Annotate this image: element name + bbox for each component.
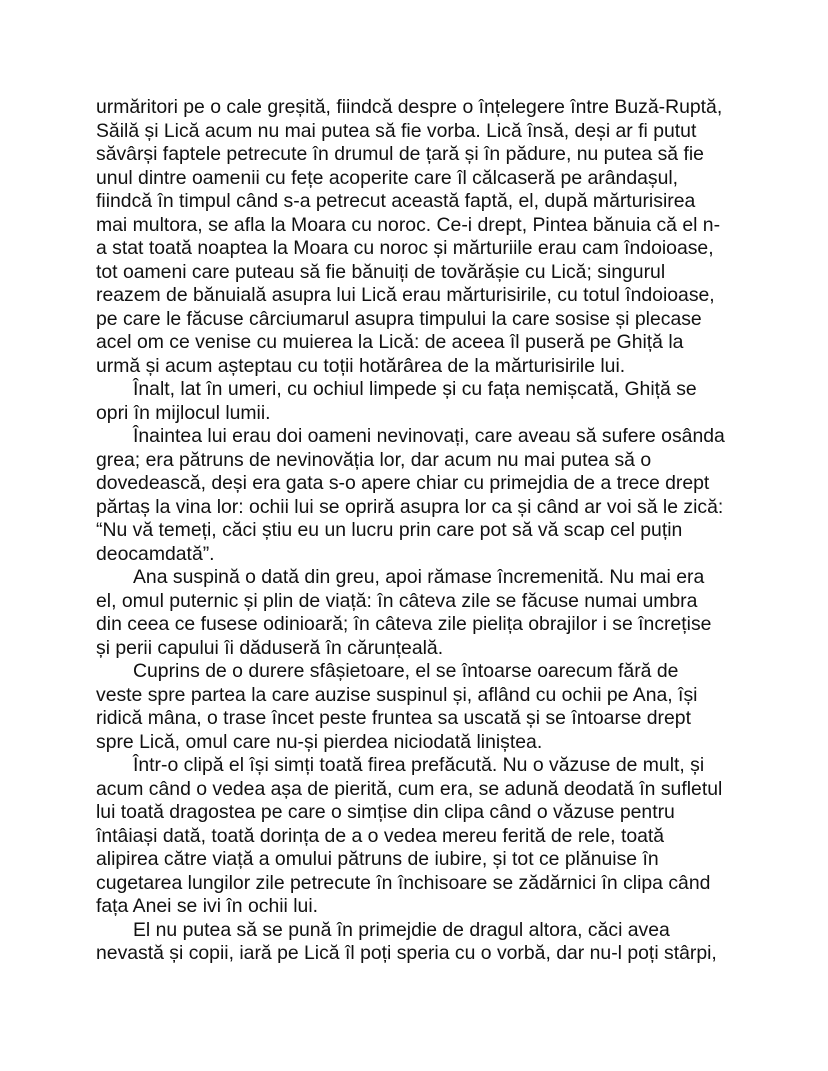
text-line: reazem de bănuială asupra lui Lică erau mărturisirile, cu totul îndoioase,	[96, 284, 715, 306]
text-line: el, omul puternic și plin de viață: în câteva zile se făcuse numai umbra	[96, 589, 698, 612]
text-line: unul dintre oamenii cu fețe acoperite care îl călcaseră pe arândașul,	[96, 166, 679, 189]
paragraph-first-line: Înalt, lat în umeri, cu ochiul limpede și cu fața nemișcată, Ghiță se	[133, 378, 697, 400]
paragraph-first-line: Înaintea lui erau doi oameni nevinovați, care aveau să sufere osânda	[133, 425, 725, 447]
text-line: mai multora, se afla la Moara cu noroc. Ce-i drept, Pintea bănuia că el n-	[96, 213, 721, 236]
text-line: săvârși faptele petrecute în drumul de țară și în pădure, nu putea să fie	[96, 143, 704, 165]
text-line: nevastă și copii, iară pe Lică îl poți speria cu o vorbă, dar nu-l poți stârpi,	[96, 942, 717, 964]
text-line: a stat toată noaptea la Moara cu noroc și mărturiile erau cam îndoioase,	[96, 237, 714, 259]
text-line: acel om ce venise cu muierea la Lică: de aceea îl puseră pe Ghiță la	[96, 331, 684, 353]
text-line: spre Lică, omul care nu-și pierdea niciodată liniștea.	[96, 730, 543, 753]
text-line: grea; era pătruns de nevinovăția lor, dar acum nu mai putea să o	[96, 448, 652, 471]
text-line: fața Anei se ivi în ochii lui.	[96, 895, 319, 917]
text-line: întâiași dată, toată dorința de a o vedea mereu ferită de rele, toată	[96, 824, 665, 847]
text-line: urmăritori pe o cale greșită, fiindcă despre o înțelegere între Buză-Ruptă,	[96, 96, 723, 118]
text-line: din ceea ce fusese odinioară; în câteva zile pielița obrajilor i se încrețise	[96, 613, 712, 635]
text-line: dovedească, deși era gata s-o apere chiar cu primejdia de a trece drept	[96, 472, 710, 494]
text-line: deocamdată”.	[96, 542, 215, 565]
text-line: și perii capului îi dăduseră în cărunțeală.	[96, 636, 444, 659]
text-line: ridică mâna, o trase încet peste fruntea sa uscată și se întoarse drept	[96, 707, 691, 729]
document-page	[96, 96, 746, 966]
text-line: părtaș la vina lor: ochii lui se opriră asupra lor ca și când ar voi să le zică:	[96, 495, 724, 518]
text-line: opri în mijlocul lumii.	[96, 401, 271, 424]
text-line: lui toată dragostea pe care o simțise din clipa când o văzuse pentru	[96, 801, 675, 823]
text-line: veste spre partea la care auzise suspinul și, aflând cu ochii pe Ana, își	[96, 683, 698, 706]
text-line: acum când o vedea așa de pierită, cum era, se adună deodată în sufletul	[96, 777, 723, 800]
text-line: tot oameni care puteau să fie bănuiți de tovărășie cu Lică; singurul	[96, 260, 666, 283]
paragraph-first-line: Ana suspină o dată din greu, apoi rămase încremenită. Nu mai era	[133, 566, 705, 588]
text-line: cugetarea lungilor zile petrecute în închisoare se zădărnici în clipa când	[96, 871, 711, 894]
paragraph-first-line: El nu putea să se pună în primejdie de dragul altora, căci avea	[133, 918, 670, 941]
text-line: “Nu vă temeți, căci știu eu un lucru prin care pot să vă scap cel puțin	[96, 519, 683, 541]
text-line: pe care le făcuse cârciumarul asupra timpului la care sosise și plecase	[96, 307, 702, 330]
text-line: urmă și acum așteptau cu toții hotărârea de la mărturisirile lui.	[96, 354, 626, 377]
text-line: alipirea către viață a omului pătruns de iubire, și tot ce plănuise în	[96, 848, 659, 870]
text-line: fiindcă în timpul când s-a petrecut această faptă, el, după mărturisirea	[96, 190, 696, 212]
paragraph-first-line: Într-o clipă el își simți toată firea prefăcută. Nu o văzuse de mult, și	[133, 754, 705, 776]
text-line: Săilă și Lică acum nu mai putea să fie vorba. Lică însă, deși ar fi putut	[96, 119, 697, 142]
paragraph-first-line: Cuprins de o durere sfâșietoare, el se întoarse oarecum fără de	[133, 660, 679, 682]
